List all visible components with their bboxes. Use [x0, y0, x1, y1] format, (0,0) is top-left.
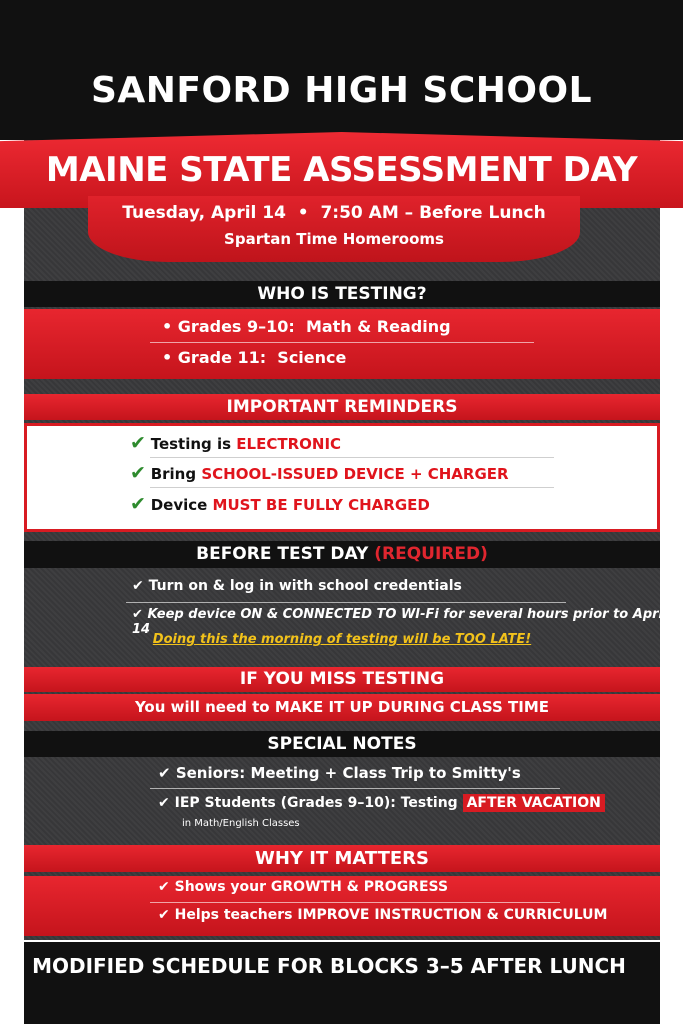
reminder-row-2: ✔ Bring SCHOOL-ISSUED DEVICE + CHARGER: [130, 462, 509, 484]
special-item-2: ✔ IEP Students (Grades 9–10): Testing AFTER VACATION: [158, 795, 605, 811]
who-divider: [150, 342, 534, 343]
check-icon: ✔: [158, 907, 170, 923]
check-icon: ✔: [130, 462, 146, 484]
check-icon: ✔: [130, 493, 146, 515]
why-divider: [150, 902, 560, 903]
reminder-divider-2: [150, 487, 554, 488]
special-item-2-sub: in Math/English Classes: [182, 818, 300, 829]
reminder-row-3: ✔ Device MUST BE FULLY CHARGED: [130, 493, 430, 515]
before-item-1: ✔ Turn on & log in with school credentials: [132, 578, 462, 594]
page-title: MAINE STATE ASSESSMENT DAY: [45, 150, 638, 190]
after-vacation-badge: AFTER VACATION: [463, 794, 605, 812]
who-item-1-text: Grades 9–10: Math & Reading: [177, 317, 451, 336]
check-icon: ✔: [158, 764, 171, 782]
check-icon: ✔: [158, 795, 170, 811]
who-item-1: • Grades 9–10: Math & Reading: [162, 317, 451, 336]
reminder-row-1: ✔ Testing is ELECTRONIC: [130, 432, 342, 454]
miss-heading: IF YOU MISS TESTING: [24, 667, 660, 692]
check-icon: ✔: [132, 607, 143, 622]
reminder-divider-1: [150, 457, 554, 458]
before-item-2: ✔ Keep device ON & CONNECTED TO WI-Fi for several hours prior to April 14: [132, 607, 668, 637]
required-tag: (REQUIRED): [374, 544, 488, 564]
special-item-1: ✔ Seniors: Meeting + Class Trip to Smitty's: [158, 764, 521, 782]
before-divider: [126, 602, 566, 603]
check-icon: ✔: [130, 432, 146, 454]
who-item-2-text: Grade 11: Science: [177, 348, 347, 367]
date-line: Tuesday, April 14 • 7:50 AM – Before Lunch: [122, 203, 546, 223]
special-divider: [150, 788, 560, 789]
reminders-heading: IMPORTANT REMINDERS: [24, 394, 660, 420]
before-warning: Doing this the morning of testing will be TOO LATE!: [152, 632, 532, 647]
footer-text: MODIFIED SCHEDULE FOR BLOCKS 3–5 AFTER LUNCH: [32, 954, 626, 978]
why-item-1: ✔ Shows your GROWTH & PROGRESS: [158, 879, 449, 895]
who-item-2: • Grade 11: Science: [162, 348, 347, 367]
check-icon: ✔: [132, 578, 144, 594]
school-name: SANFORD HIGH SCHOOL: [90, 70, 593, 111]
why-heading: WHY IT MATTERS: [24, 845, 660, 872]
miss-text: You will need to MAKE IT UP DURING CLASS TIME: [24, 694, 660, 721]
location-line: Spartan Time Homerooms: [224, 230, 444, 248]
special-heading: SPECIAL NOTES: [24, 731, 660, 757]
check-icon: ✔: [158, 879, 170, 895]
before-heading: BEFORE TEST DAY (REQUIRED): [24, 541, 660, 568]
who-heading: WHO IS TESTING?: [24, 281, 660, 307]
why-item-2: ✔ Helps teachers IMPROVE INSTRUCTION & CURRICULUM: [158, 907, 608, 923]
